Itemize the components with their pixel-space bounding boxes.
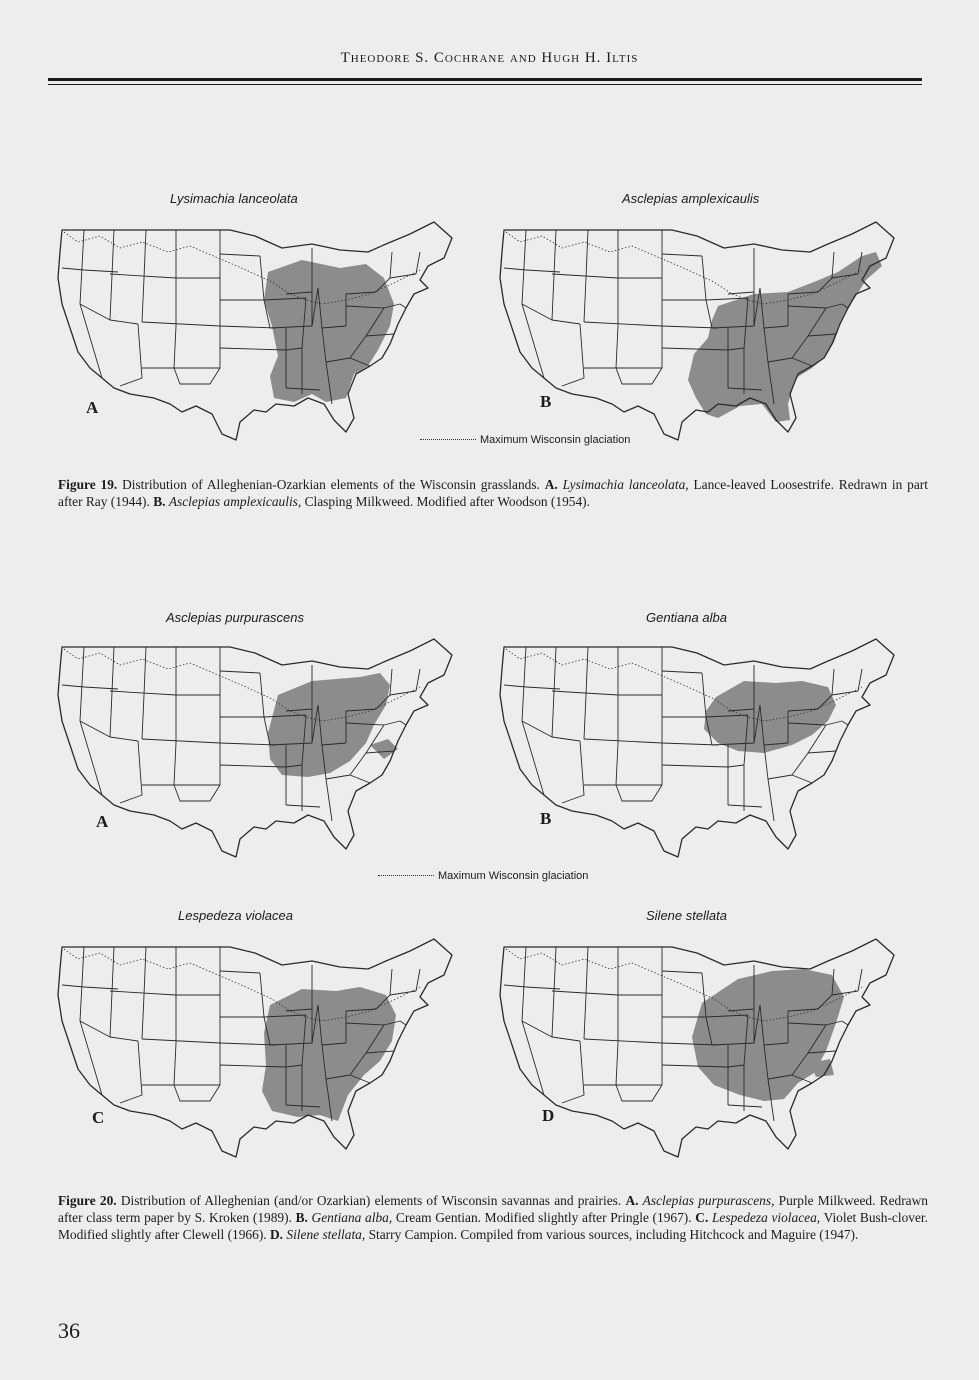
caption-species: Asclepias amplexicaulis, xyxy=(168,494,302,509)
caption-label: Figure 19. xyxy=(58,477,118,492)
caption-text: Starry Campion. Compiled from various sources, including Hitchcock and Maguire (1947). xyxy=(365,1227,859,1242)
caption-species: Silene stellata, xyxy=(286,1227,366,1242)
caption-text: Distribution of Alleghenian-Ozarkian elements of the Wisconsin grasslands. xyxy=(117,477,545,492)
panel-letter: C xyxy=(92,1108,105,1127)
glaciation-legend xyxy=(420,434,630,446)
caption-text: Clasping Milkweed. Modified after Woodson (1954). xyxy=(301,494,590,509)
caption-text: Lance-leaved Loosestrife. Redrawn in part after Ray (1944). xyxy=(58,477,928,509)
figure20-caption xyxy=(58,1192,928,1243)
caption-species: Asclepias purpurascens, xyxy=(642,1193,775,1208)
panel-letter: A xyxy=(86,398,99,417)
map-fig20-a xyxy=(50,625,475,865)
caption-letter: B. xyxy=(295,1210,308,1225)
caption-species: Gentiana alba, xyxy=(311,1210,393,1225)
species-label: Lespedeza violacea xyxy=(178,908,293,923)
figure19-caption xyxy=(58,476,928,510)
species-label: Gentiana alba xyxy=(646,610,727,625)
us-map xyxy=(492,925,917,1165)
caption-species: Lespedeza violacea, xyxy=(711,1210,821,1225)
running-head: Theodore S. Cochrane and Hugh H. Iltis xyxy=(340,50,639,66)
caption-letter: A. xyxy=(625,1193,639,1208)
dotted-line-icon xyxy=(420,439,476,440)
map-fig20-c xyxy=(50,925,475,1165)
panel-letter: A xyxy=(96,812,109,831)
map-fig19-b xyxy=(492,208,917,448)
panel-letter: B xyxy=(540,392,552,411)
caption-text: Cream Gentian. Modified slightly after Pringle (1967). xyxy=(392,1210,696,1225)
caption-letter: B. xyxy=(153,494,166,509)
caption-species: Lysimachia lanceolata, xyxy=(562,477,689,492)
species-label: Asclepias amplexicaulis xyxy=(622,191,760,206)
us-map xyxy=(50,208,475,448)
map-fig20-b xyxy=(492,625,917,865)
header-rule xyxy=(48,78,922,81)
dotted-line-icon xyxy=(378,875,434,876)
species-label: Asclepias purpurascens xyxy=(166,610,305,625)
caption-text: Distribution of Alleghenian (and/or Ozarkian) elements of Wisconsin savannas and prairies. xyxy=(116,1193,626,1208)
legend-label: Maximum Wisconsin glaciation xyxy=(438,870,589,882)
us-map xyxy=(492,208,917,448)
map-fig20-d xyxy=(492,925,917,1165)
glaciation-legend xyxy=(378,870,588,882)
legend-label: Maximum Wisconsin glaciation xyxy=(480,434,631,446)
caption-letter: A. xyxy=(544,477,558,492)
species-label: Lysimachia lanceolata xyxy=(170,191,298,206)
panel-letter: B xyxy=(540,809,552,828)
us-map xyxy=(492,625,917,865)
caption-label: Figure 20. xyxy=(58,1193,117,1208)
header-rule-thin xyxy=(48,84,922,85)
panel-letter: D xyxy=(542,1106,555,1125)
caption-letter: C. xyxy=(695,1210,709,1225)
caption-text: Violet Bush-clover. Modified slightly after Clewell (1966). xyxy=(58,1210,928,1242)
map-fig19-a xyxy=(50,208,475,448)
species-label: Silene stellata xyxy=(646,908,727,923)
us-map xyxy=(50,625,475,865)
caption-text: Purple Milkweed. Redrawn after class term paper by S. Kroken (1989). xyxy=(58,1193,928,1225)
page-number: 36 xyxy=(58,1318,80,1343)
us-map xyxy=(50,925,475,1165)
caption-letter: D. xyxy=(269,1227,284,1242)
